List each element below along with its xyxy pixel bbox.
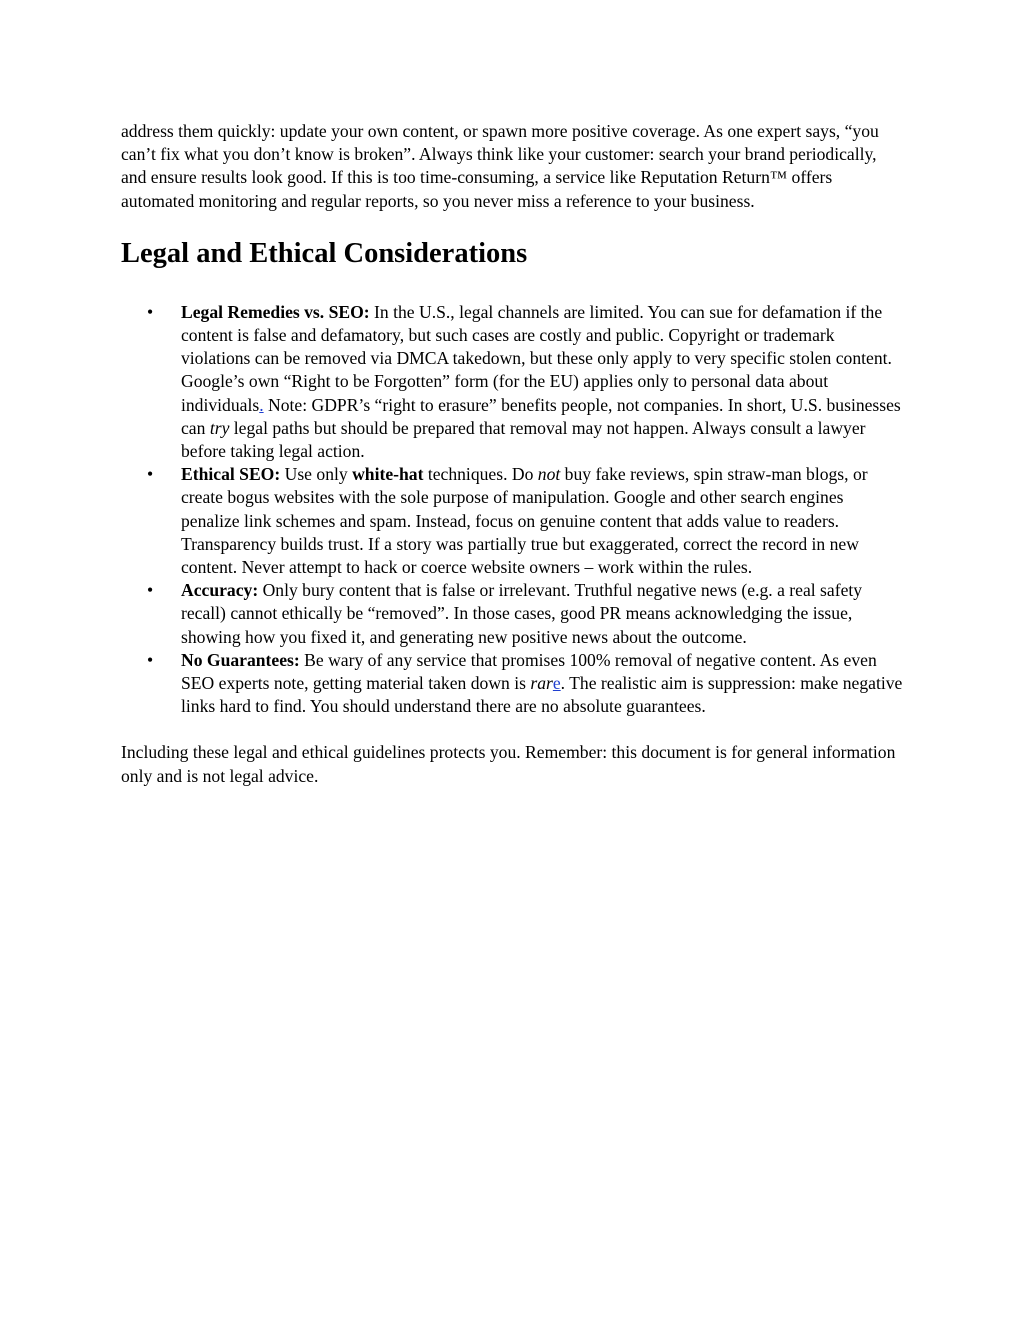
item-text: Only bury content that is false or irrelevant. Truthful negative news (e.g. a real safety recall) cannot ethically be “removed”. In those cases, good PR means acknowledging the issue, showing how you fixed it, and generating new positive news about the outcome. <box>181 580 863 647</box>
item-emphasis: try <box>209 417 230 438</box>
bullet-icon: • <box>147 580 154 601</box>
bullet-icon: • <box>147 649 154 670</box>
item-text: Use only <box>280 464 353 485</box>
list-item-no-guarantees <box>121 649 906 719</box>
item-text: techniques. Do <box>423 464 538 485</box>
item-title: Ethical SEO: <box>181 464 281 485</box>
section-heading: Legal and Ethical Considerations <box>121 237 528 269</box>
item-text: . The realistic aim is suppression: make negative links hard to find. You should understand there are no absolute guarantees. <box>181 673 903 717</box>
item-text: Be wary of any service that promises 100% removal of negative content. As even SEO experts note, getting material taken down is <box>181 649 877 694</box>
closing-paragraph: Including these legal and ethical guidelines protects you. Remember: this document is for general information only and is not legal advice. <box>121 742 896 786</box>
list-item-ethical-seo <box>121 463 906 579</box>
bullet-icon: • <box>147 301 154 322</box>
list-item-accuracy <box>121 579 906 649</box>
intro-paragraph: address them quickly: update your own content, or spawn more positive coverage. As one expert says, “you can’t fix what you don’t know is broken”. Always think like your customer: search your brand periodically, and ensure results look good. If this is too time-consuming, a service like Reputation Return™ offers automated monitoring and regular reports, so you never miss a reference to your business. <box>121 121 879 211</box>
item-text: buy fake reviews, spin straw-man blogs, or create bogus websites with the sole purpose of manipulation. Google and other search engines penalize link schemes and spam. Instead, focus on genuine content that adds value to readers. Transparency builds trust. If a story was partially true but exaggerated, correct the record in new content. Never attempt to hack or coerce website owners – work within the rules. <box>181 464 868 578</box>
item-title: No Guarantees: <box>181 649 300 670</box>
considerations-list <box>121 301 906 719</box>
source-link[interactable]: . <box>259 394 264 415</box>
document-page <box>121 120 906 788</box>
item-emphasis: not <box>537 464 561 485</box>
item-text: Note: GDPR’s “right to erasure” benefits people, not companies. In short, U.S. businesses can <box>181 394 901 438</box>
source-link[interactable]: e <box>552 673 561 694</box>
item-text: In the U.S., legal channels are limited. You can sue for defamation if the content is false and defamatory, but such cases are costly and public. Copyright or trademark violations can be removed via DMCA takedown, but these only apply to very specific stolen content. Google’s own “Right to be Forgotten” form (for the EU) applies only to personal data about individuals <box>181 301 892 415</box>
item-title: Accuracy: <box>181 580 259 601</box>
item-emphasis: rar <box>530 673 553 694</box>
bullet-icon: • <box>147 464 154 485</box>
item-title: Legal Remedies vs. SEO: <box>181 301 370 322</box>
item-text: legal paths but should be prepared that removal may not happen. Always consult a lawyer before taking legal action. <box>181 417 866 462</box>
item-strong: white-hat <box>352 464 424 485</box>
list-item-legal-remedies <box>121 301 906 463</box>
